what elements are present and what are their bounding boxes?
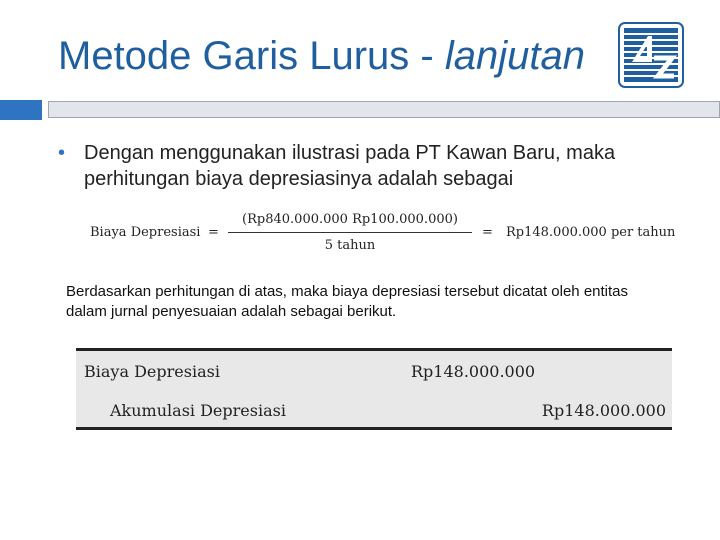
slide-title (58, 34, 585, 79)
bullet-text: Dengan menggunakan ilustrasi pada PT Kawan Baru, maka perhitungan biaya depresiasinya adalah sebagai (84, 142, 616, 190)
explanation-paragraph: Berdasarkan perhitungan di atas, maka biaya depresiasi tersebut dicatat oleh entitas dalam jurnal penyesuaian adalah sebagai berikut. (66, 283, 629, 320)
slide-title-italic: lanjutan (444, 34, 585, 78)
credit-account: Akumulasi Depresiasi (110, 401, 286, 420)
journal-entry-table (76, 348, 672, 430)
formula-numerator: (Rp840.000.000 Rp100.000.000) (242, 212, 458, 227)
debit-amount: Rp148.000.000 (411, 362, 536, 381)
fraction-line (228, 232, 472, 233)
accent-bar (0, 100, 42, 120)
formula-equals-sign: = (208, 225, 219, 240)
result-equals-sign: = (482, 225, 493, 240)
publisher-logo-icon (618, 22, 684, 88)
credit-amount: Rp148.000.000 (541, 401, 666, 420)
depreciation-formula (90, 208, 680, 256)
slide-title-main: Metode Garis Lurus - (58, 34, 445, 78)
debit-account: Biaya Depresiasi (84, 362, 220, 381)
bullet-symbol: • (58, 142, 66, 164)
title-divider-bar (48, 101, 720, 118)
formula-result: Rp148.000.000 per tahun (506, 225, 676, 240)
formula-label: Biaya Depresiasi (90, 225, 201, 240)
formula-denominator: 5 tahun (324, 238, 376, 253)
